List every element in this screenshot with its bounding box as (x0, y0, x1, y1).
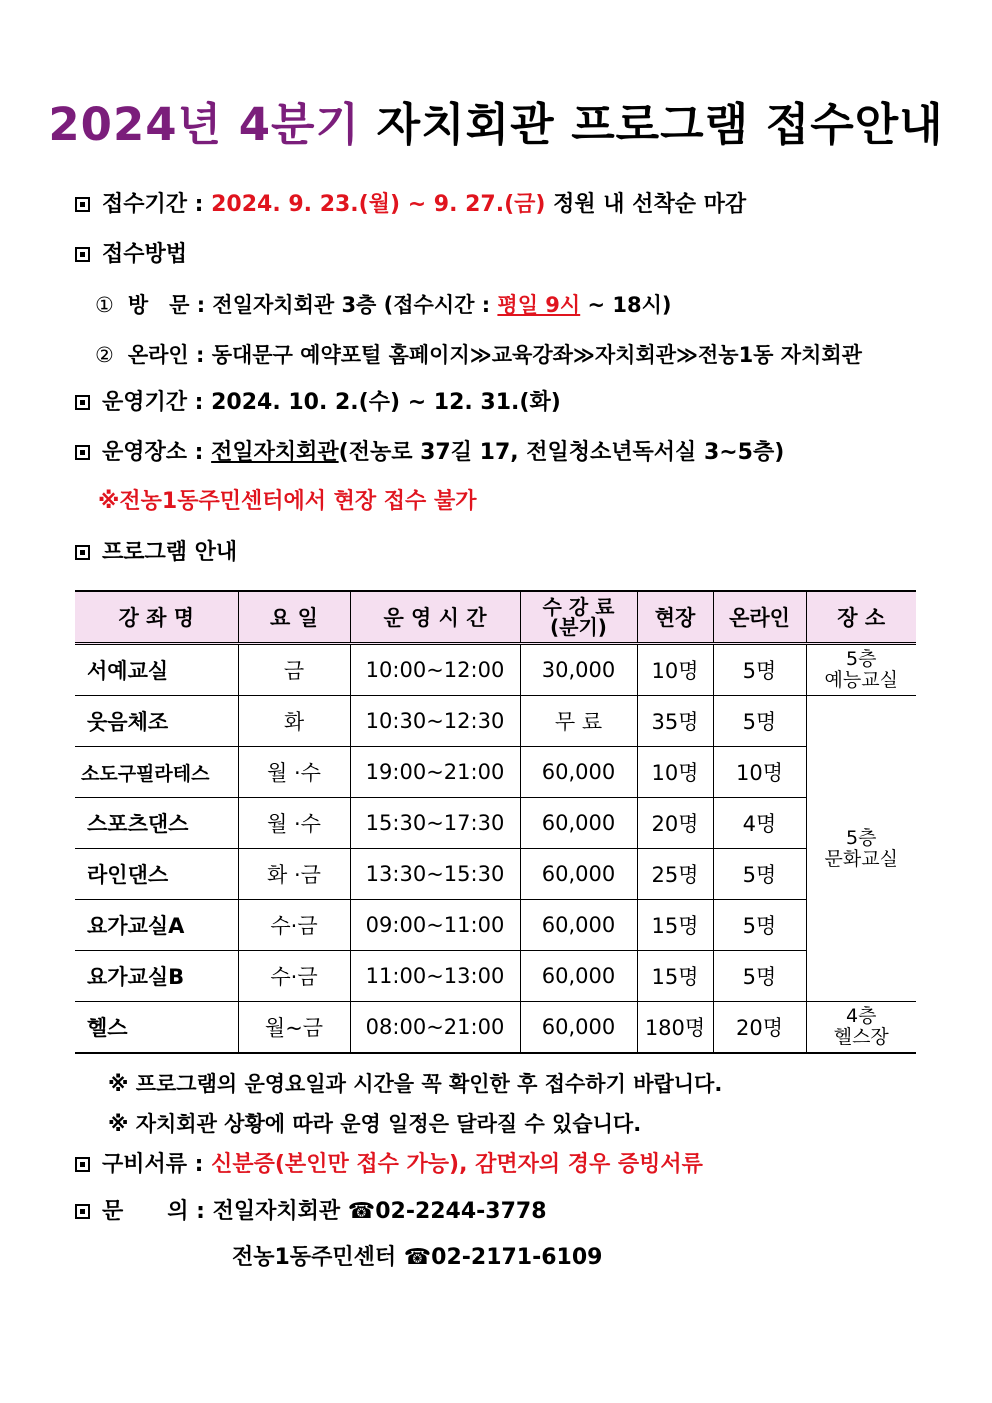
online-method: ② 온라인 : 동대문구 예약포털 홈페이지≫교육강좌≫자치회관≫전농1동 자치회관 (95, 343, 862, 367)
course-fee: 60,000 (520, 849, 637, 900)
course-online: 5명 (713, 951, 806, 1002)
course-online: 5명 (713, 849, 806, 900)
table-header-row (75, 591, 916, 644)
course-online: 20명 (713, 1002, 806, 1054)
course-name: 소도구필라테스 (75, 747, 238, 798)
course-name: 스포츠댄스 (75, 798, 238, 849)
course-day: 화 (238, 696, 350, 747)
square-bullet-icon (75, 247, 90, 262)
course-day: 화 ·금 (238, 849, 350, 900)
square-bullet-icon (75, 197, 90, 212)
header-onsite: 현장 (637, 591, 713, 644)
operation-period: 운영기간 : 2024. 10. 2.(수) ~ 12. 31.(화) (75, 388, 561, 418)
header-day: 요 일 (238, 591, 350, 644)
header-online: 온라인 (713, 591, 806, 644)
header-fee: 수 강 료 (분기) (520, 591, 637, 644)
course-name: 서예교실 (75, 644, 238, 696)
course-online: 5명 (713, 644, 806, 696)
course-name: 요가교실A (75, 900, 238, 951)
course-fee: 60,000 (520, 951, 637, 1002)
course-onsite: 35명 (637, 696, 713, 747)
course-name: 헬스 (75, 1002, 238, 1054)
required-documents: 구비서류 : 신분증(본인만 접수 가능), 감면자의 경우 증빙서류 (75, 1150, 703, 1180)
table-row (75, 644, 916, 696)
reception-method: 접수방법 (75, 240, 187, 270)
course-onsite: 15명 (637, 900, 713, 951)
note-check-schedule: ※ 프로그램의 운영요일과 시간을 꼭 확인한 후 접수하기 바랍니다. (108, 1072, 723, 1096)
course-time: 15:30~17:30 (350, 798, 520, 849)
course-onsite: 25명 (637, 849, 713, 900)
inquiry: 문 의 : 전일자치회관 ☎02-2244-3778 (75, 1197, 547, 1227)
course-online: 5명 (713, 696, 806, 747)
course-time: 10:30~12:30 (350, 696, 520, 747)
course-time: 08:00~21:00 (350, 1002, 520, 1054)
course-onsite: 10명 (637, 747, 713, 798)
course-fee: 60,000 (520, 1002, 637, 1054)
inquiry-phone-2: 전농1동주민센터 ☎02-2171-6109 (232, 1245, 603, 1270)
course-online: 5명 (713, 900, 806, 951)
header-place: 장 소 (806, 591, 916, 644)
course-time: 09:00~11:00 (350, 900, 520, 951)
onsite-warning: ※전농1동주민센터에서 현장 접수 불가 (98, 489, 477, 514)
course-fee: 30,000 (520, 644, 637, 696)
course-fee: 60,000 (520, 900, 637, 951)
course-time: 10:00~12:00 (350, 644, 520, 696)
course-online: 4명 (713, 798, 806, 849)
course-day: 월 ·수 (238, 747, 350, 798)
course-day: 월 ·수 (238, 798, 350, 849)
square-bullet-icon (75, 545, 90, 560)
reception-dates: 2024. 9. 23.(월) ~ 9. 27.(금) (211, 192, 546, 217)
square-bullet-icon (75, 445, 90, 460)
course-time: 11:00~13:00 (350, 951, 520, 1002)
course-name: 웃음체조 (75, 696, 238, 747)
program-guide: 프로그램 안내 (75, 538, 237, 568)
inquiry-phone-1: 전일자치회관 ☎02-2244-3778 (212, 1199, 547, 1224)
course-onsite: 20명 (637, 798, 713, 849)
course-onsite: 180명 (637, 1002, 713, 1054)
title-quarter: 2024년 4분기 (48, 98, 360, 151)
course-time: 19:00~21:00 (350, 747, 520, 798)
course-time: 13:30~15:30 (350, 849, 520, 900)
course-name: 요가교실B (75, 951, 238, 1002)
table-row (75, 849, 916, 900)
course-day: 월~금 (238, 1002, 350, 1054)
visit-hours-highlight: 평일 9시 (497, 293, 581, 317)
program-table (75, 590, 916, 1054)
course-online: 10명 (713, 747, 806, 798)
course-fee: 60,000 (520, 747, 637, 798)
header-time: 운 영 시 간 (350, 591, 520, 644)
course-onsite: 15명 (637, 951, 713, 1002)
header-name: 강 좌 명 (75, 591, 238, 644)
page-title (0, 88, 992, 153)
course-place: 4층 헬스장 (806, 1002, 916, 1054)
table-row (75, 1002, 916, 1054)
square-bullet-icon (75, 395, 90, 410)
table-row (75, 798, 916, 849)
table-row (75, 747, 916, 798)
course-fee: 무 료 (520, 696, 637, 747)
square-bullet-icon (75, 1204, 90, 1219)
course-place: 5층 문화교실 (806, 696, 916, 1002)
title-main: 자치회관 프로그램 접수안내 (360, 98, 944, 151)
course-day: 금 (238, 644, 350, 696)
table-row (75, 696, 916, 747)
course-day: 수·금 (238, 951, 350, 1002)
course-onsite: 10명 (637, 644, 713, 696)
course-day: 수·금 (238, 900, 350, 951)
note-schedule-change: ※ 자치회관 상황에 따라 운영 일정은 달라질 수 있습니다. (108, 1112, 642, 1136)
operation-place: 운영장소 : 전일자치회관(전농로 37길 17, 전일청소년독서실 3~5층) (75, 438, 784, 468)
course-name: 라인댄스 (75, 849, 238, 900)
table-row (75, 900, 916, 951)
course-fee: 60,000 (520, 798, 637, 849)
table-row (75, 951, 916, 1002)
reception-period: 접수기간 : 2024. 9. 23.(월) ~ 9. 27.(금) 정원 내 선착순 마감 (75, 190, 746, 220)
visit-method: ① 방 문 : 전일자치회관 3층 (접수시간 : 평일 9시 ~ 18시) (95, 293, 672, 317)
course-place: 5층 예능교실 (806, 644, 916, 696)
square-bullet-icon (75, 1157, 90, 1172)
